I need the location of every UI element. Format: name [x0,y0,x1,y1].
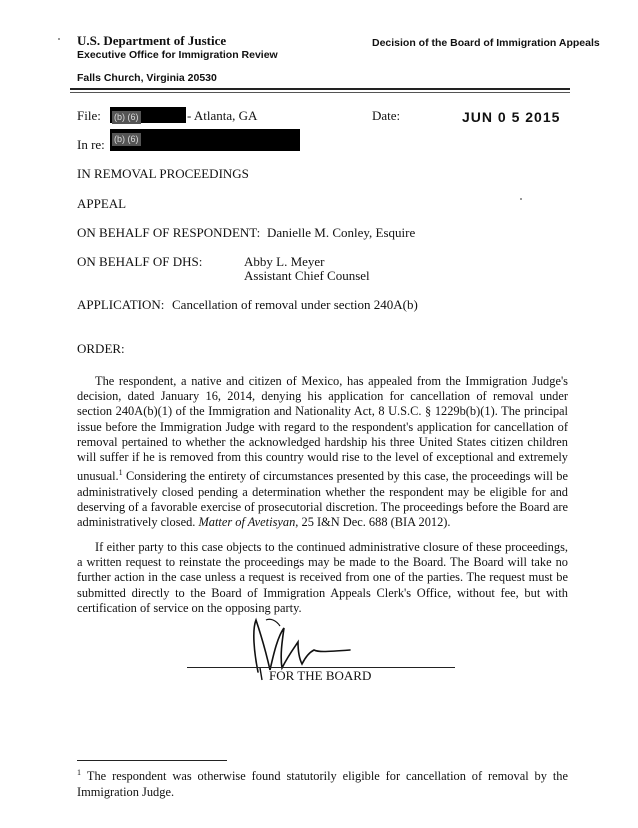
footnote [77,765,568,800]
file-number-redaction [110,107,186,123]
respondent-name-redaction [110,129,300,151]
footnote-text: The respondent was otherwise found statutorily eligible for cancellation of removal by the Immigration Judge. [77,769,568,800]
office-name: Executive Office for Immigration Review [77,49,278,61]
dhs-label: ON BEHALF OF DHS: [77,254,203,269]
in-re-label: In re: [77,137,105,152]
respondent-label: ON BEHALF OF RESPONDENT: [77,225,261,240]
scan-speck [58,38,60,40]
file-label: File: [77,108,101,123]
footnote-marker: 1 [77,768,81,777]
in-re-redaction-tag: (b) (6) [114,134,139,144]
paragraph-1-text-c: , 25 I&N Dec. 688 (BIA 2012). [295,514,451,529]
file-redaction-tag: (b) (6) [114,112,139,122]
case-citation: Matter of Avetisyan [198,514,296,529]
date-label: Date: [372,108,401,123]
file-location: - Atlanta, GA [187,108,258,123]
for-the-board: FOR THE BOARD [269,668,372,683]
agency-name: U.S. Department of Justice [77,33,227,48]
header-rule [70,88,570,90]
office-address: Falls Church, Virginia 20530 [77,72,217,84]
paragraph-2-text: If either party to this case objects to the continued administrative closure of these proceedings, a written request to reinstate the proceedings may be made to the Board. The Board will take no further action in the case unless a request is received from one of the parties. The request must be submitted directly to the Board of Immigration Appeals Clerk's Office, without fee, but with certification of service on the opposing party. [77,540,568,615]
paragraph-1-text-a: The respondent, a native and citizen of Mexico, has appealed from the Immigration Judge's decision, dated January 16, 2014, denying his application for cancellation of removal under section 240A(b)(1) of the Immigration and Nationality Act, 8 U.S.C. § 1229b(b)(1). The principal issue before the Immigration Judge with regard to the respondent's application for cancellation of removal pertained to whether the acknowledged hardship his three United States citizen children will suffer if he is removed from this country would rise to the level of exceptional and extremely unusual. [77,374,568,484]
header-rule-thin [70,92,570,93]
footnote-reference: 1 [118,468,123,478]
footnote-rule [77,760,227,761]
proceedings-type: IN REMOVAL PROCEEDINGS [77,166,249,181]
order-paragraph-2 [77,540,568,616]
decision-date: JUN 0 5 2015 [462,109,561,125]
respondent-counsel: Danielle M. Conley, Esquire [267,225,416,240]
application-label: APPLICATION: [77,297,165,312]
decision-title: Decision of the Board of Immigration Appeals [372,37,600,49]
paragraph-1-text-b: Considering the entirety of circumstances presented by this case, the proceedings will be administratively closed pending a determination whether the respondent may be eligible for and deserving of a favorable exercise of prosecutorial discretion. The proceedings before the Board are administratively closed. [77,469,568,529]
scan-speck [520,198,522,200]
order-paragraph-1 [77,374,568,530]
dhs-counsel-name: Abby L. Meyer [244,254,325,269]
application-text: Cancellation of removal under section 240A(b) [172,297,418,312]
appeal-heading: APPEAL [77,196,127,211]
order-heading: ORDER: [77,341,125,356]
dhs-counsel-title: Assistant Chief Counsel [244,268,370,283]
